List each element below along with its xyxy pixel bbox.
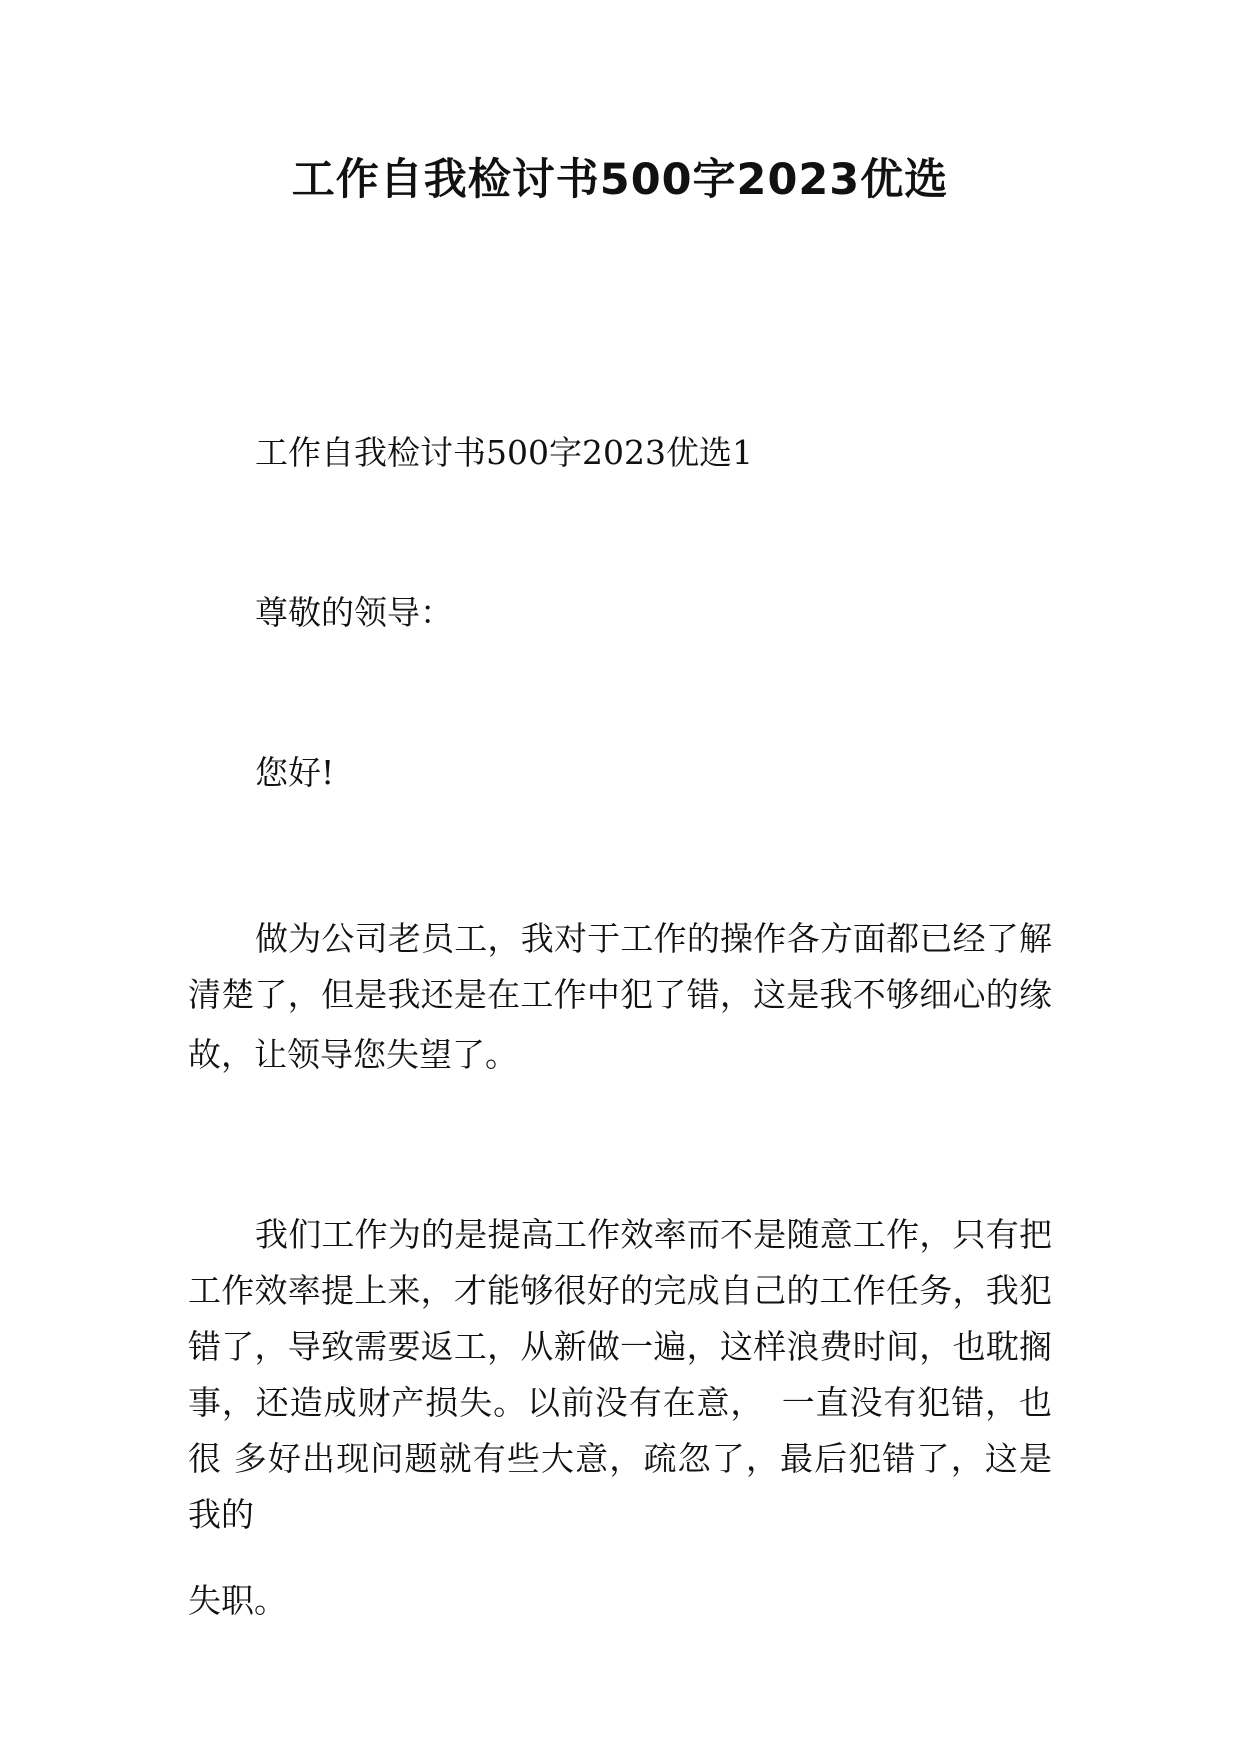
paragraph-line: 很 多好出现问题就有些大意，疏忽了，最后犯错了，这是 [188, 1439, 1052, 1478]
document-subtitle: 工作自我检讨书500字2023优选1 [255, 433, 753, 472]
paragraph-line: 错了，导致需要返工，从新做一遍，这样浪费时间，也耽搁 [188, 1327, 1052, 1366]
paragraph-line: 失职。 [188, 1581, 287, 1620]
document-title: 工作自我检讨书500字2023优选 [291, 155, 949, 205]
paragraph-line: 我们工作为的是提高工作效率而不是随意工作，只有把 [255, 1215, 1052, 1254]
paragraph-line: 清楚了，但是我还是在工作中犯了错，这是我不够细心的缘 [188, 975, 1052, 1014]
paragraph-line: 工作效率提上来，才能够很好的完成自己的工作任务，我犯 [188, 1271, 1052, 1310]
paragraph-line: 做为公司老员工，我对于工作的操作各方面都已经了解 [255, 919, 1052, 958]
paragraph-line: 事，还造成财产损失。以前没有在意， 一直没有犯错，也 [188, 1383, 1052, 1422]
paragraph-line: 故，让领导您失望了。 [188, 1035, 518, 1074]
greeting: 您好! [255, 753, 335, 792]
salutation: 尊敬的领导： [255, 593, 453, 632]
paragraph-line: 我的 [188, 1495, 254, 1534]
